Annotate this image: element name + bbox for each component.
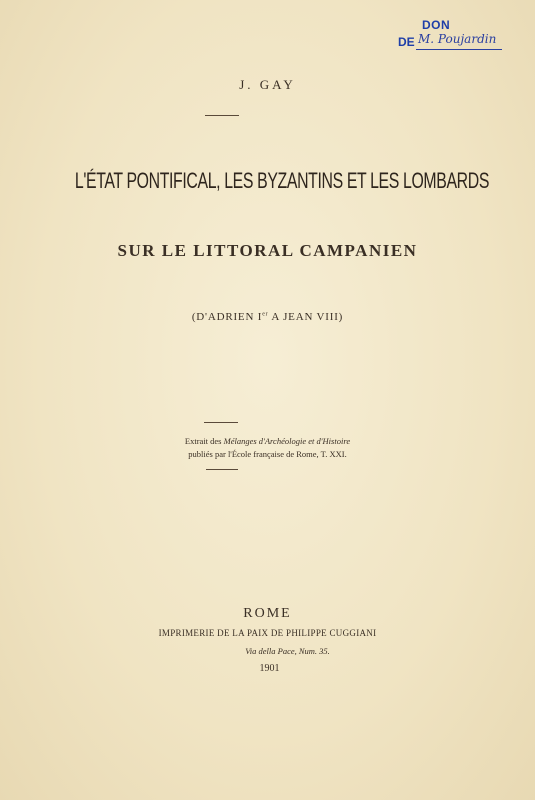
extract-line-2: publiés par l'École française de Rome, T. XXI. <box>188 449 347 459</box>
imprint-city: ROME <box>243 606 292 621</box>
extract-prefix: Extrait des <box>184 436 224 446</box>
imprint-printer: IMPRIMERIE DE LA PAIX DE PHILIPPE CUGGIANI <box>158 628 377 638</box>
rule-below-extract <box>206 469 238 470</box>
stamp-handwritten-name: M. Poujardin <box>418 32 497 46</box>
extract-line-1 <box>0 436 535 446</box>
author-name: J. GAY <box>239 77 296 92</box>
rule-under-author <box>205 115 239 116</box>
date-range-end: A JEAN VIII) <box>268 311 344 323</box>
stamp-don-label: DON <box>422 18 451 32</box>
imprint-street: Via della Pace, Num. 35. <box>245 646 330 656</box>
donation-stamp <box>398 18 508 62</box>
rule-above-extract <box>204 422 238 423</box>
date-range-superscript: er <box>262 311 269 318</box>
imprint-year: 1901 <box>259 663 280 674</box>
subtitle: SUR LE LITTORAL CAMPANIEN <box>117 241 418 260</box>
stamp-de-label: DE <box>398 35 415 49</box>
stamp-underline <box>416 49 502 50</box>
date-range-start: (D'ADRIEN I <box>191 311 263 323</box>
main-title: L'ÉTAT PONTIFICAL, LES BYZANTINS ET LES LOMBARDS <box>74 168 490 193</box>
extract-journal-title: Mélanges d'Archéologie et d'Histoire <box>223 436 351 446</box>
date-range <box>0 311 535 323</box>
